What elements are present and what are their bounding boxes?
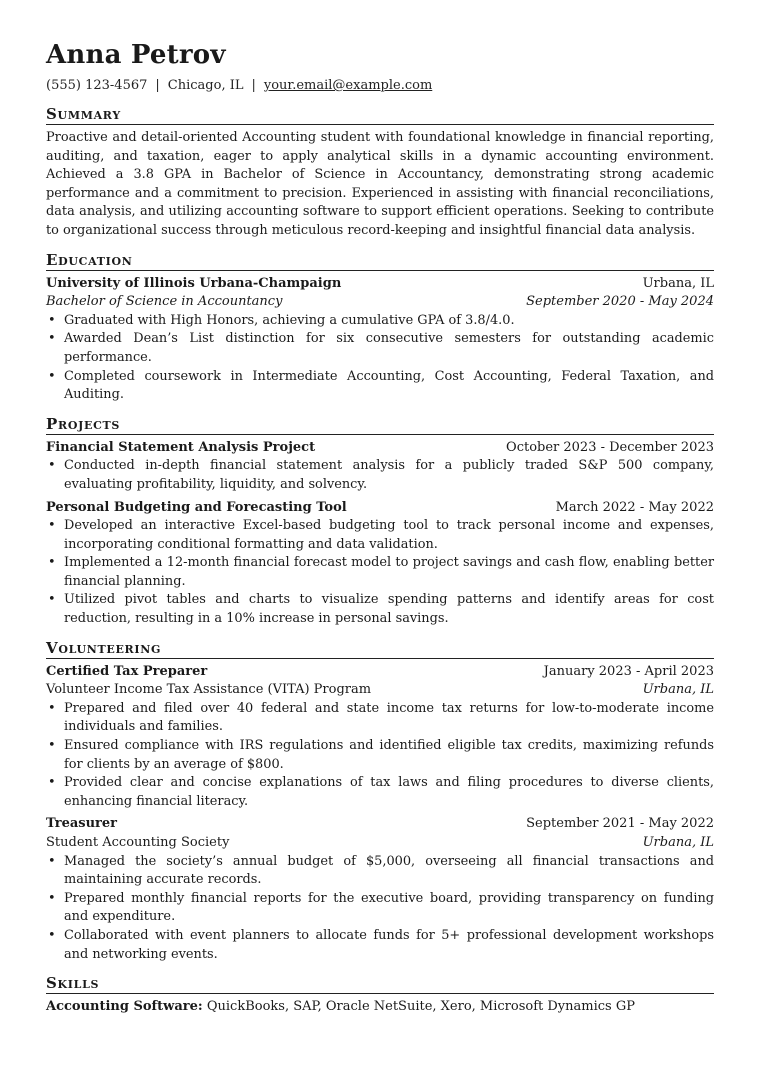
bullet-list: [46, 517, 714, 629]
skills-line: [46, 998, 714, 1017]
school-name: University of Illinois Urbana-Champaign: [46, 275, 342, 291]
organization-name: Volunteer Income Tax Assistance (VITA) Program: [46, 682, 372, 698]
organization-name: Student Accounting Society: [46, 835, 230, 850]
entry-header: [46, 499, 714, 518]
section-heading-volunteering: Volunteering: [46, 638, 714, 659]
organization-location: Urbana, IL: [642, 835, 714, 850]
entry-subheader: [46, 293, 714, 312]
organization-location: Urbana, IL: [642, 682, 714, 698]
list-item: • Conducted in-depth financial statement analysis for a publicly traded S&P 500 company, evaluating profitability, liquidity, and solvency.: [46, 457, 714, 494]
entry-header: [46, 275, 714, 294]
skills-section: [46, 973, 714, 1017]
project-name: Financial Statement Analysis Project: [46, 439, 316, 455]
list-item: • Graduated with High Honors, achieving a cumulative GPA of 3.8/4.0.: [46, 312, 714, 331]
candidate-name: Anna Petrov: [46, 40, 226, 70]
bullet-list: [46, 457, 714, 494]
entry-header: [46, 439, 714, 458]
project-entry: [46, 439, 714, 495]
volunteer-entry: [46, 815, 714, 964]
degree-name: Bachelor of Science in Accountancy: [46, 294, 283, 310]
project-dates: October 2023 - December 2023: [506, 439, 714, 455]
project-dates: March 2022 - May 2022: [555, 499, 714, 515]
entry-header: [46, 663, 714, 682]
list-item: • Collaborated with event planners to allocate funds for 5+ professional development workshops and networking events.: [46, 927, 714, 964]
summary-text: Proactive and detail-oriented Accounting student with foundational knowledge in financial reporting, auditing, and taxation, eager to apply analytical skills in a dynamic accounting environment. Achieved a 3.8 GPA in Bachelor of Science in Accountancy, demonstrating strong academic performance and a commitment to precision. Experienced in assisting with financial reconciliations, data analysis, and utilizing accounting software to support efficient operations. Seeking to contribute to organizational success through meticulous record-keeping and insightful financial data analysis.: [46, 130, 714, 238]
section-heading-skills: Skills: [46, 973, 714, 994]
bullet-list: [46, 700, 714, 812]
project-name: Personal Budgeting and Forecasting Tool: [46, 499, 347, 515]
summary-section: [46, 104, 714, 241]
location-text: Chicago, IL: [167, 78, 244, 93]
bullet-list: [46, 312, 714, 405]
volunteering-section: [46, 638, 714, 965]
phone-number: (555) 123-4567: [46, 78, 148, 93]
contact-separator: |: [155, 78, 160, 93]
projects-section: [46, 414, 714, 629]
section-heading-education: Education: [46, 250, 714, 271]
skill-category-value: QuickBooks, SAP, Oracle NetSuite, Xero, Microsoft Dynamics GP: [206, 999, 635, 1015]
list-item: • Developed an interactive Excel-based budgeting tool to track personal income and expenses, incorporating conditional formatting and data validation.: [46, 517, 714, 554]
list-item: • Prepared monthly financial reports for the executive board, providing transparency on funding and expenditure.: [46, 890, 714, 927]
contact-line: [46, 77, 714, 95]
school-location: Urbana, IL: [642, 275, 714, 291]
education-dates: September 2020 - May 2024: [526, 294, 714, 310]
list-item: • Managed the society’s annual budget of $5,000, overseeing all financial transactions and maintaining accurate records.: [46, 853, 714, 890]
project-entry: [46, 499, 714, 629]
volunteer-entry: [46, 663, 714, 812]
resume-page: [46, 40, 714, 1017]
role-dates: January 2023 - April 2023: [543, 663, 714, 679]
list-item: • Awarded Dean’s List distinction for six consecutive semesters for outstanding academic performance.: [46, 330, 714, 367]
role-title: Certified Tax Preparer: [46, 663, 208, 679]
education-entry: [46, 275, 714, 405]
entry-subheader: [46, 834, 714, 853]
skill-category-label: Accounting Software:: [46, 999, 203, 1015]
list-item: • Completed coursework in Intermediate Accounting, Cost Accounting, Federal Taxation, and Auditing.: [46, 368, 714, 405]
list-item: • Provided clear and concise explanations of tax laws and filing procedures to diverse clients, enhancing financial literacy.: [46, 774, 714, 811]
entry-subheader: [46, 681, 714, 700]
list-item: • Implemented a 12-month financial forecast model to project savings and cash flow, enabling better financial planning.: [46, 554, 714, 591]
role-title: Treasurer: [46, 816, 118, 832]
section-heading-summary: Summary: [46, 104, 714, 125]
role-dates: September 2021 - May 2022: [526, 816, 714, 832]
entry-header: [46, 815, 714, 834]
section-heading-projects: Projects: [46, 414, 714, 435]
list-item: • Prepared and filed over 40 federal and state income tax returns for low-to-moderate income individuals and families.: [46, 700, 714, 737]
list-item: • Utilized pivot tables and charts to visualize spending patterns and identify areas for cost reduction, resulting in a 10% increase in personal savings.: [46, 591, 714, 628]
contact-separator: |: [251, 78, 256, 93]
list-item: • Ensured compliance with IRS regulations and identified eligible tax credits, maximizing refunds for clients by an average of $800.: [46, 737, 714, 774]
bullet-list: [46, 853, 714, 965]
education-section: [46, 250, 714, 405]
email-link[interactable]: your.email@example.com: [263, 78, 433, 93]
